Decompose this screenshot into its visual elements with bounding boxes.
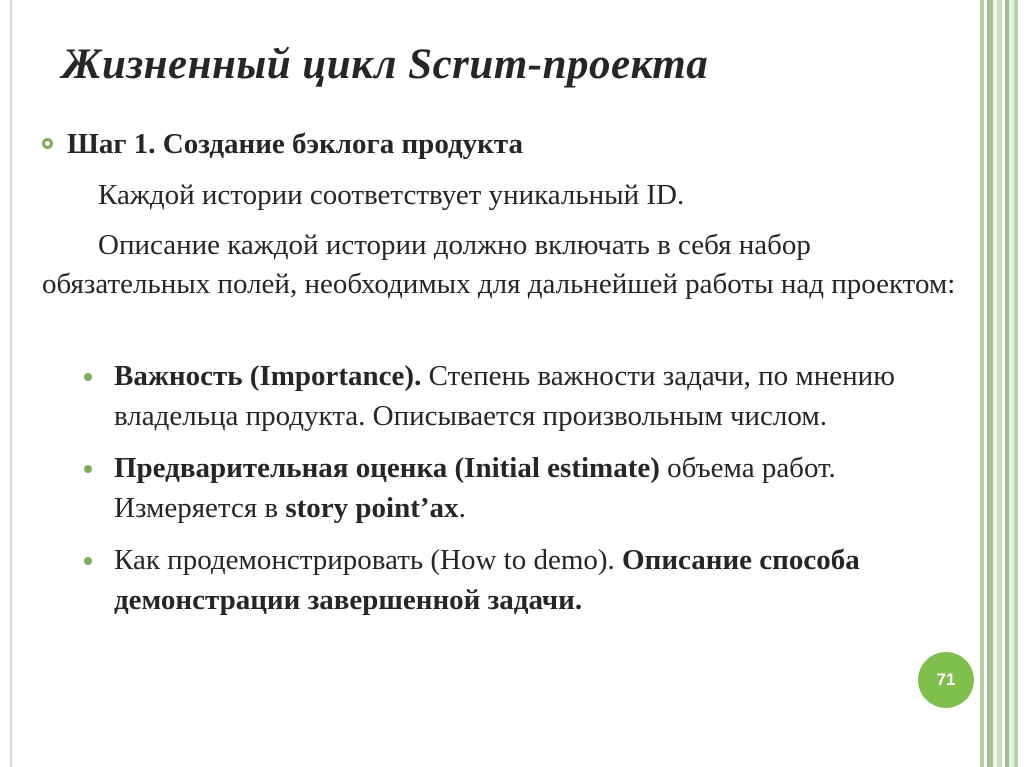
slide-title: Жизненный цикл Scrum-проекта: [62, 41, 709, 88]
estimate-label: Предварительная оценка (Initial estimate): [114, 452, 660, 484]
left-border-line: [10, 0, 12, 767]
list-item-importance: [82, 356, 962, 436]
para-first-line: Описание каждой истории должно включать в себя: [98, 229, 732, 261]
page-number-badge: 71: [918, 652, 974, 708]
ring-bullet-icon: [42, 138, 53, 149]
demo-description: Описание способа демонстрации завершенной задачи.: [114, 544, 860, 616]
description-paragraph: [42, 226, 972, 304]
estimate-tail: .: [458, 492, 466, 524]
fields-list: [82, 356, 962, 632]
bullet-dot-icon: [84, 373, 92, 381]
importance-text: Степень важности задачи, по мнению владельца продукта. Описывается произвольным числом.: [114, 360, 895, 432]
step-heading-text: Шаг 1. Создание бэклога продукта: [67, 128, 523, 160]
step-heading: [42, 128, 523, 161]
story-points-term: story point’ax: [285, 492, 459, 524]
importance-label: Важность (Importance).: [114, 360, 422, 392]
decorative-stripes: [978, 0, 1024, 767]
para-rest: набор обязательных полей, необходимых для дальнейшей работы над проектом:: [42, 229, 956, 300]
list-item-estimate: [82, 448, 962, 528]
bullet-dot-icon: [84, 557, 92, 565]
list-item-demo: [82, 540, 962, 620]
demo-text: Как продемонстрировать (How to demo).: [114, 544, 623, 576]
unique-id-line: Каждой истории соответствует уникальный ID.: [98, 179, 685, 211]
estimate-text: объема работ. Измеряется в: [114, 452, 836, 524]
bullet-dot-icon: [84, 465, 92, 473]
